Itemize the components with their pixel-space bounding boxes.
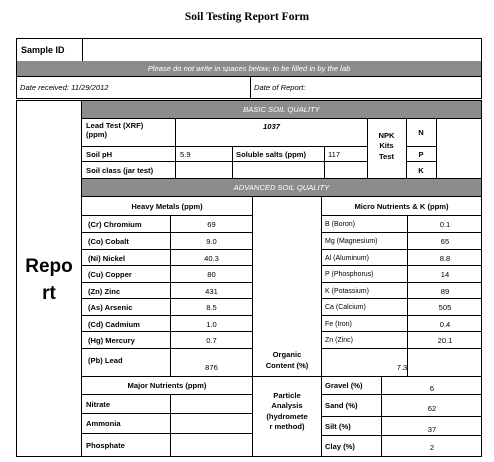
report-label: Repo rt	[25, 256, 73, 304]
heavy-metals-header: Heavy Metals (ppm)	[131, 201, 203, 211]
list-item-value: 80	[207, 269, 216, 279]
npk-p-label: P	[418, 149, 424, 159]
date-of-report-label: Date of Report:	[254, 83, 306, 92]
list-item-value: 0.7	[206, 335, 217, 345]
list-item-value: 431	[205, 286, 218, 296]
list-item-value: 0.4	[439, 319, 451, 329]
list-item: (Hg) Mercury	[88, 335, 135, 345]
lead-label: (Pb) Lead	[88, 355, 123, 365]
list-item: (Cd) Cadmium	[88, 319, 140, 329]
soluble-salts-value: 117	[328, 149, 341, 159]
list-item: (Co) Cobalt	[88, 236, 129, 246]
lead-test-label: Lead Test (XRF) (ppm)	[86, 121, 144, 139]
sample-id-field[interactable]	[83, 39, 481, 60]
lab-only-note: Please do not write in spaces below; to be filled in by the lab	[17, 61, 481, 76]
list-item-value: 62	[427, 404, 437, 413]
list-item: Sand (%)	[325, 401, 358, 410]
form-title: Soil Testing Report Form	[184, 11, 310, 23]
ammonia-label: Ammonia	[86, 419, 121, 428]
list-item-value: 65	[440, 236, 450, 246]
ammonia-field[interactable]	[171, 414, 252, 433]
list-item: Al (Aluminum)	[325, 254, 369, 262]
list-item-value: 2	[429, 443, 435, 452]
list-item: B (Boron)	[325, 220, 355, 228]
list-item: (As) Arsenic	[88, 302, 133, 312]
list-item: Mg (Magnesium)	[325, 237, 378, 245]
list-item-value: 505	[438, 302, 452, 312]
organic-content-label: Organic Content (%)	[265, 350, 309, 370]
list-item-value: 40.3	[204, 253, 219, 263]
micro-nutrients-header: Micro Nutrients & K (ppm)	[354, 201, 449, 211]
list-item: K (Potassium)	[325, 287, 369, 295]
soil-ph-label: Soil pH	[86, 149, 113, 159]
list-item: (Zn) Zinc	[88, 286, 121, 296]
soluble-salts-label: Soluble salts (ppm)	[236, 149, 307, 159]
advanced-soil-quality-header: ADVANCED SOIL QUALITY	[82, 179, 481, 196]
list-item: Ca (Calcium)	[325, 303, 366, 311]
list-item: Fe (Iron)	[325, 320, 352, 328]
lead-value: 876	[205, 362, 218, 372]
list-item: Zn (Zinc)	[325, 336, 353, 344]
list-item-value: 14	[440, 269, 450, 279]
major-nutrients-header: Major Nutrients (ppm)	[127, 381, 207, 390]
phosphate-label: Phosphate	[86, 440, 125, 450]
list-item-value: 8.5	[206, 302, 217, 312]
particle-analysis-label: Particle Analysis (hydromete r method)	[266, 391, 308, 431]
npk-kits-test-label: NPK Kits Test	[378, 131, 395, 161]
list-item: P (Phosphorus)	[325, 270, 374, 278]
list-item-value: 37	[427, 424, 437, 434]
organic-content-value: 7.3	[396, 362, 408, 372]
list-item: (Ni) Nickel	[88, 253, 126, 263]
list-item-value: 1.0	[206, 319, 217, 329]
npk-k-label: K	[418, 165, 424, 175]
list-item: (Cu) Copper	[88, 269, 132, 279]
soil-class-label: Soil class (jar test)	[86, 165, 154, 175]
nitrate-field[interactable]	[171, 395, 252, 413]
nitrate-label: Nitrate	[86, 399, 111, 409]
list-item-value: 8.8	[439, 253, 451, 263]
npk-n-label: N	[418, 128, 424, 137]
list-item-value: 20.1	[437, 335, 453, 345]
list-item-value: 89	[440, 286, 450, 296]
list-item: Silt (%)	[325, 421, 351, 431]
lead-test-value: 1037	[263, 121, 280, 131]
list-item-value: 9.0	[206, 236, 217, 246]
soil-ph-value: 5.9	[180, 149, 191, 159]
phosphate-field[interactable]	[171, 434, 252, 456]
list-item-value: 0.1	[439, 219, 451, 229]
list-item: (Cr) Chromium	[88, 219, 142, 229]
list-item: Clay (%)	[325, 441, 355, 451]
basic-soil-quality-header: BASIC SOIL QUALITY	[82, 101, 481, 118]
list-item: Gravel (%)	[325, 381, 363, 390]
list-item-value: 69	[207, 219, 216, 229]
sample-id-label: Sample ID	[21, 44, 65, 55]
list-item-value: 6	[429, 384, 435, 393]
date-received: Date received: 11/29/2012	[20, 83, 109, 92]
